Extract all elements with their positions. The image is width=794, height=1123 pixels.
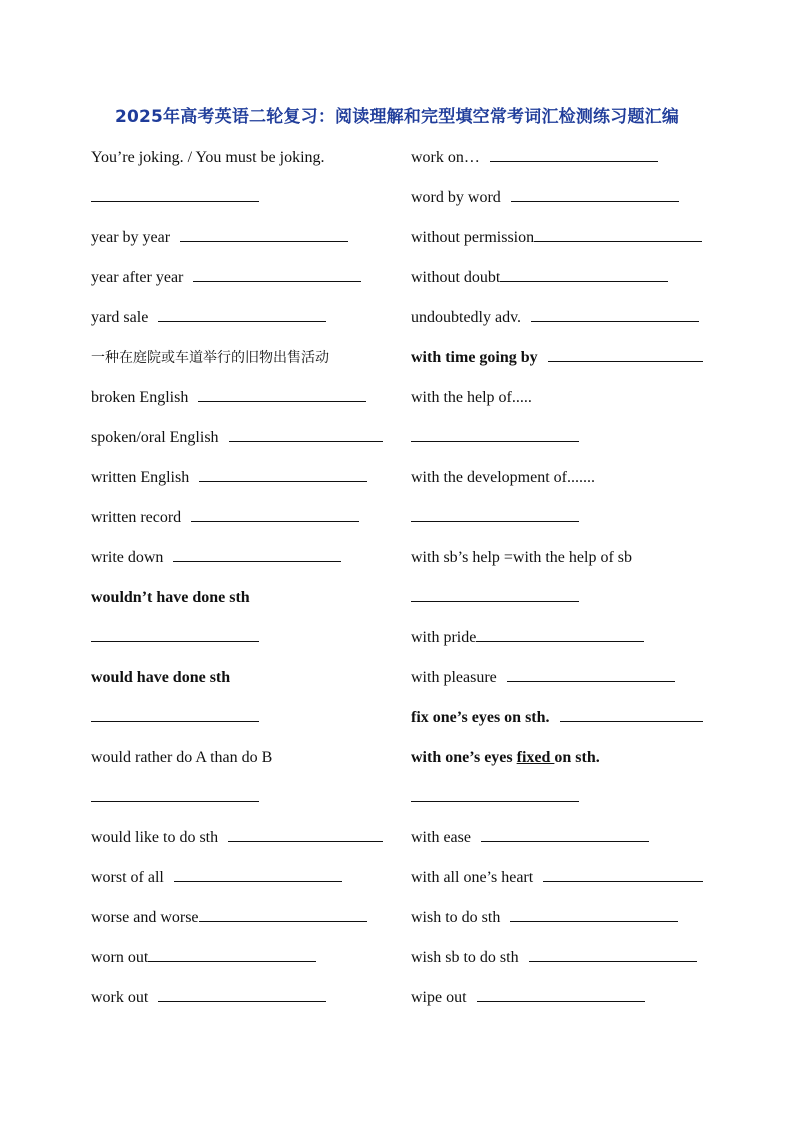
vocab-entry <box>411 822 707 862</box>
vocab-entry <box>91 262 387 302</box>
vocab-entry <box>91 862 387 902</box>
answer-blank[interactable] <box>534 225 702 242</box>
underlined-word: fixed <box>516 749 555 766</box>
answer-blank[interactable] <box>173 545 341 562</box>
vocab-entry <box>91 622 387 662</box>
answer-blank[interactable] <box>158 305 326 322</box>
answer-blank[interactable] <box>481 825 649 842</box>
vocab-entry <box>411 902 707 942</box>
right-column <box>411 142 707 1022</box>
phrase-text <box>411 749 600 766</box>
phrase-text: with ease <box>411 829 471 846</box>
phrase-text: word by word <box>411 189 501 206</box>
vocab-entry <box>411 462 707 502</box>
phrase-text: write down <box>91 549 164 566</box>
phrase-text: with time going by <box>411 349 538 366</box>
answer-blank[interactable] <box>548 345 703 362</box>
vocab-entry <box>91 142 387 182</box>
answer-blank[interactable] <box>180 225 348 242</box>
answer-blank[interactable] <box>490 145 658 162</box>
phrase-text: would have done sth <box>91 669 231 686</box>
vocab-entry <box>91 222 387 262</box>
vocab-entry <box>91 902 387 942</box>
phrase-text: fix one’s eyes on sth. <box>411 709 550 726</box>
phrase-text: with pleasure <box>411 669 497 686</box>
vocab-entry <box>411 262 707 302</box>
phrase-text: would like to do sth <box>91 829 219 846</box>
phrase-text: worst of all <box>91 869 164 886</box>
answer-blank[interactable] <box>411 425 579 442</box>
answer-blank[interactable] <box>507 665 675 682</box>
vocab-entry <box>91 542 387 582</box>
page-title: 2025年高考英语二轮复习：阅读理解和完型填空常考词汇检测练习题汇编 <box>114 107 680 127</box>
vocab-entry <box>91 662 387 702</box>
vocab-entry <box>411 942 707 982</box>
answer-blank[interactable] <box>411 505 579 522</box>
answer-blank[interactable] <box>148 945 316 962</box>
answer-blank[interactable] <box>228 825 383 842</box>
phrase-part: on sth. <box>554 749 600 766</box>
phrase-text: worn out <box>91 949 149 966</box>
vocab-entry <box>411 702 707 742</box>
vocab-entry <box>411 982 707 1022</box>
vocab-entry <box>91 422 387 462</box>
phrase-text: with the help of..... <box>411 389 532 406</box>
phrase-text: yard sale <box>91 309 149 326</box>
vocab-entry <box>91 342 387 382</box>
phrase-text: written English <box>91 469 190 486</box>
phrase-text: 一种在庭院或车道举行的旧物出售活动 <box>91 350 329 366</box>
phrase-text: would rather do A than do B <box>91 749 273 766</box>
phrase-text: without permission <box>411 229 535 246</box>
vocab-entry <box>91 822 387 862</box>
vocab-entry <box>91 702 387 742</box>
vocab-entry <box>91 302 387 342</box>
vocab-entry <box>411 382 707 422</box>
answer-blank[interactable] <box>560 705 703 722</box>
vocab-entry <box>411 302 707 342</box>
answer-blank[interactable] <box>191 505 359 522</box>
phrase-text: work out <box>91 989 149 1006</box>
phrase-text: work on… <box>411 149 480 166</box>
vocab-entry <box>411 342 707 382</box>
vocab-entry <box>411 622 707 662</box>
vocab-entry <box>411 142 707 182</box>
phrase-text: without doubt <box>411 269 501 286</box>
phrase-text: year after year <box>91 269 184 286</box>
vocab-entry <box>411 222 707 262</box>
vocab-entry <box>91 942 387 982</box>
answer-blank[interactable] <box>198 385 366 402</box>
phrase-text: wish sb to do sth <box>411 949 519 966</box>
answer-blank[interactable] <box>511 185 679 202</box>
left-column <box>91 142 387 1022</box>
phrase-text: wouldn’t have done sth <box>91 589 250 606</box>
phrase-text: with all one’s heart <box>411 869 534 886</box>
vocab-entry <box>91 182 387 222</box>
vocab-entry <box>411 502 707 542</box>
answer-blank[interactable] <box>500 265 668 282</box>
vocab-entry <box>411 182 707 222</box>
answer-blank[interactable] <box>229 425 383 442</box>
answer-blank[interactable] <box>543 865 703 882</box>
vocab-entry <box>411 582 707 622</box>
answer-blank[interactable] <box>510 905 678 922</box>
answer-blank[interactable] <box>91 185 259 202</box>
vocab-entry <box>91 462 387 502</box>
phrase-text: broken English <box>91 389 189 406</box>
vocab-entry <box>91 982 387 1022</box>
phrase-text: year by year <box>91 229 171 246</box>
answer-blank[interactable] <box>529 945 697 962</box>
vocab-entry <box>91 382 387 422</box>
answer-blank[interactable] <box>411 585 579 602</box>
answer-blank[interactable] <box>476 625 644 642</box>
vocab-entry <box>411 862 707 902</box>
vocab-entry <box>91 782 387 822</box>
answer-blank[interactable] <box>174 865 342 882</box>
phrase-text: spoken/oral English <box>91 429 219 446</box>
answer-blank[interactable] <box>91 785 259 802</box>
phrase-text: worse and worse <box>91 909 199 926</box>
answer-blank[interactable] <box>411 785 579 802</box>
answer-blank[interactable] <box>531 305 699 322</box>
vocab-entry <box>91 742 387 782</box>
phrase-part: with one’s eyes <box>411 749 517 766</box>
phrase-text: with pride <box>411 629 477 646</box>
phrase-text: written record <box>91 509 182 526</box>
answer-blank[interactable] <box>91 705 259 722</box>
phrase-text: with the development of....... <box>411 469 595 486</box>
vocab-entry <box>411 742 707 782</box>
answer-blank[interactable] <box>91 625 259 642</box>
answer-blank[interactable] <box>199 465 367 482</box>
vocab-entry <box>411 542 707 582</box>
phrase-text: with sb’s help =with the help of sb <box>411 549 633 566</box>
phrase-text: You’re joking. / You must be joking. <box>91 149 325 166</box>
vocab-entry <box>411 782 707 822</box>
answer-blank[interactable] <box>158 985 326 1002</box>
answer-blank[interactable] <box>477 985 645 1002</box>
vocab-entry <box>91 502 387 542</box>
phrase-text: wish to do sth <box>411 909 501 926</box>
phrase-text: undoubtedly adv. <box>411 309 522 326</box>
answer-blank[interactable] <box>199 905 367 922</box>
vocab-entry <box>411 422 707 462</box>
phrase-text: wipe out <box>411 989 467 1006</box>
vocab-entry <box>411 662 707 702</box>
answer-blank[interactable] <box>193 265 361 282</box>
vocab-entry <box>91 582 387 622</box>
